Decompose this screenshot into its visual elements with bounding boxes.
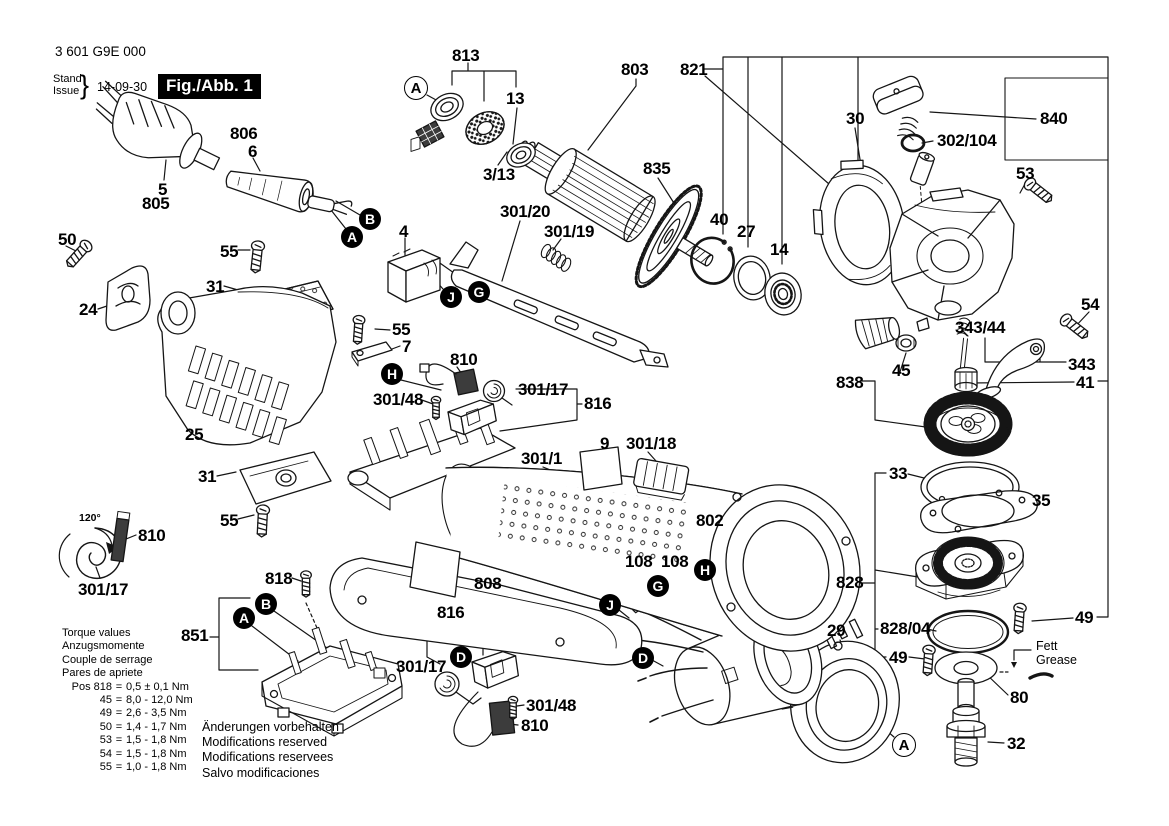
letter-badge-A: A: [341, 226, 363, 248]
part-label-41: 41: [1076, 373, 1095, 392]
letter-badge-G: G: [647, 575, 669, 597]
part-label-7: 7: [402, 337, 412, 356]
torque-row: [62, 694, 193, 707]
part-label-301-17: 301/17: [396, 657, 447, 676]
part-label-805: 805: [142, 194, 170, 213]
part-label-9: 9: [600, 434, 610, 453]
letter-badge-A: A: [233, 607, 255, 629]
part-label-14: 14: [770, 240, 789, 259]
notice-line: Modifications reserved: [202, 735, 328, 750]
part-label-301-1: 301/1: [521, 449, 563, 468]
part-label-301-48: 301/48: [526, 696, 577, 715]
part-label-840: 840: [1040, 109, 1068, 128]
letter-badge-D: D: [450, 646, 472, 668]
torque-row-value: 1,5 - 1,8 Nm: [126, 734, 187, 747]
part-label-31: 31: [206, 277, 225, 296]
letter-badge-B: B: [359, 208, 381, 230]
part-label-80: 80: [1010, 688, 1029, 707]
part-label-108: 108: [661, 552, 689, 571]
torque-row-pos: Pos 818: [71, 680, 112, 693]
torque-title-line: Couple de serrage: [62, 653, 153, 666]
part-label-816: 816: [584, 394, 612, 413]
torque-row-eq: =: [115, 747, 123, 760]
part-label-803: 803: [621, 60, 649, 79]
part-label-30: 30: [846, 109, 865, 128]
part-label-3-13: 3/13: [483, 165, 515, 184]
torque-row-pos: 55: [99, 761, 112, 774]
type-number: 3 601 G9E 000: [55, 44, 146, 59]
part-label-301-20: 301/20: [500, 202, 551, 221]
angle-note: 120°: [79, 512, 101, 524]
letter-badge-D: D: [632, 647, 654, 669]
part-label-49: 49: [1075, 608, 1094, 627]
part-label-301-19: 301/19: [544, 222, 595, 241]
torque-row-pos: 50: [99, 720, 112, 733]
figure-title: Fig./Abb. 1: [158, 74, 261, 99]
torque-row-value: 2,6 - 3,5 Nm: [126, 707, 187, 720]
part-label-24: 24: [79, 300, 98, 319]
part-label-816: 816: [437, 603, 465, 622]
torque-table-rows: [62, 681, 193, 775]
letter-badge-J: J: [599, 594, 621, 616]
torque-row: [62, 681, 193, 694]
part-label-828: 828: [836, 573, 864, 592]
part-label-4: 4: [399, 222, 409, 241]
part-label-27: 27: [737, 222, 756, 241]
part-label-301-17: 301/17: [78, 580, 129, 599]
torque-row-pos: 53: [99, 734, 112, 747]
part-label-302-104: 302/104: [937, 131, 997, 150]
grease-note-en: Grease: [1036, 653, 1077, 667]
letter-badge-A: A: [404, 76, 428, 100]
part-label-343-44: 343/44: [955, 318, 1006, 337]
part-label-55: 55: [220, 242, 239, 261]
modification-notices: [202, 720, 339, 781]
torque-title-line: Pares de apriete: [62, 667, 143, 680]
part-label-810: 810: [450, 350, 478, 369]
torque-row: [62, 707, 193, 720]
part-label-810: 810: [521, 716, 549, 735]
torque-row-eq: =: [115, 761, 123, 774]
grease-note-de: Fett: [1036, 639, 1058, 653]
part-label-49: 49: [889, 648, 908, 667]
letter-badge-H: H: [694, 559, 716, 581]
issue-date: 14-09-30: [97, 80, 148, 94]
part-label-50: 50: [58, 230, 77, 249]
part-label-821: 821: [680, 60, 708, 79]
part-label-45: 45: [892, 361, 911, 380]
part-label-301-18: 301/18: [626, 434, 677, 453]
part-label-838: 838: [836, 373, 864, 392]
torque-row-eq: =: [115, 680, 123, 693]
part-label-343: 343: [1068, 355, 1096, 374]
torque-title-line: Torque values: [62, 627, 131, 639]
part-label-828-04: 828/04: [880, 619, 931, 638]
part-label-33: 33: [889, 464, 908, 483]
notice-line: Salvo modificaciones: [202, 765, 320, 780]
part-label-301-48: 301/48: [373, 390, 424, 409]
notice-line: Änderungen vorbehalten: [202, 720, 339, 734]
letter-badge-G: G: [468, 281, 490, 303]
torque-row-eq: =: [115, 734, 123, 747]
part-label-851: 851: [181, 626, 209, 645]
stand-issue-label: [53, 74, 82, 97]
issue-label: Issue: [53, 84, 80, 97]
torque-table-titles: [62, 627, 193, 681]
part-label-53: 53: [1016, 164, 1035, 183]
brace-glyph: }: [80, 70, 90, 100]
part-label-808: 808: [474, 574, 502, 593]
letter-badge-H: H: [381, 363, 403, 385]
part-label-5: 5: [158, 180, 168, 199]
torque-row: [62, 761, 193, 774]
torque-row: [62, 734, 193, 747]
part-label-810: 810: [138, 526, 166, 545]
part-label-806: 806: [230, 124, 258, 143]
part-label-55: 55: [392, 320, 411, 339]
letter-badge-B: B: [255, 593, 277, 615]
part-label-35: 35: [1032, 491, 1051, 510]
part-label-6: 6: [248, 142, 258, 161]
torque-row-eq: =: [115, 694, 123, 707]
torque-row-eq: =: [115, 707, 123, 720]
torque-row-pos: 49: [99, 707, 112, 720]
part-label-55: 55: [220, 511, 239, 530]
part-label-108: 108: [625, 552, 653, 571]
part-label-301-17: 301/17: [518, 380, 569, 399]
part-label-802: 802: [696, 511, 724, 530]
letter-badge-J: J: [440, 286, 462, 308]
torque-row-value: 1,4 - 1,7 Nm: [126, 720, 187, 733]
part-label-818: 818: [265, 569, 293, 588]
part-label-40: 40: [710, 210, 729, 229]
torque-row-value: 1,0 - 1,8 Nm: [126, 761, 187, 774]
torque-row-pos: 54: [99, 747, 112, 760]
part-label-13: 13: [506, 89, 525, 108]
stand-label: Stand: [53, 73, 82, 85]
torque-table: [62, 627, 193, 774]
part-label-29: 29: [827, 621, 846, 640]
torque-row-value: 0,5 ± 0,1 Nm: [126, 680, 189, 693]
torque-row: [62, 748, 193, 761]
part-label-31: 31: [198, 467, 217, 486]
grease-note: [1036, 639, 1077, 667]
part-label-835: 835: [643, 159, 671, 178]
torque-row-value: 8,0 - 12,0 Nm: [126, 694, 193, 707]
torque-title-line: Anzugsmomente: [62, 640, 145, 653]
letter-badge-A: A: [892, 733, 916, 757]
torque-row-pos: 45: [99, 694, 112, 707]
torque-row-eq: =: [115, 720, 123, 733]
torque-row: [62, 721, 193, 734]
part-label-54: 54: [1081, 295, 1100, 314]
torque-row-value: 1,5 - 1,8 Nm: [126, 747, 187, 760]
part-label-32: 32: [1007, 734, 1026, 753]
part-label-25: 25: [185, 425, 204, 444]
notice-line: Modifications reservees: [202, 750, 334, 765]
part-label-813: 813: [452, 46, 480, 65]
